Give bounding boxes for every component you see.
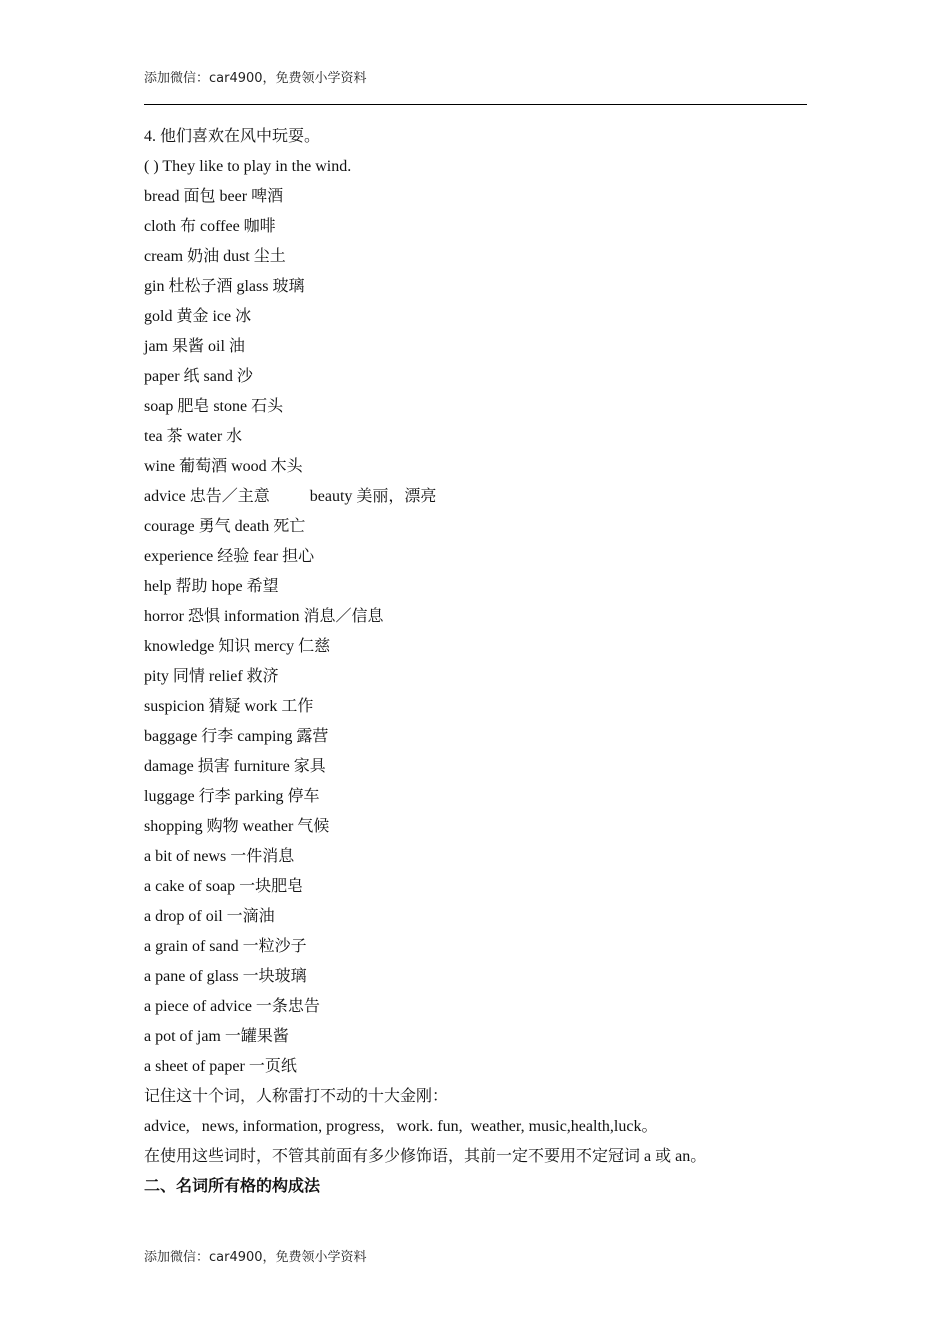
vocab-line: cloth 布 coffee 咖啡 <box>144 218 276 235</box>
vocab-line: gin 杜松子酒 glass 玻璃 <box>144 278 305 295</box>
page-header: 添加微信：car4900，免费领小学资料 <box>144 71 367 86</box>
vocab-line: help 帮助 hope 希望 <box>144 578 279 595</box>
vocab-line: jam 果酱 oil 油 <box>144 338 245 355</box>
vocab-line: shopping 购物 weather 气候 <box>144 818 330 835</box>
example-sentence-chinese: 4. 他们喜欢在风中玩耍。 <box>144 128 321 145</box>
vocab-line: advice 忠告／主意 beauty 美丽，漂亮 <box>144 488 437 505</box>
uncountable-word-list: advice, news, information, progress, work. fun, weather, music,health,luck。 <box>144 1118 658 1135</box>
vocab-line: tea 茶 water 水 <box>144 428 243 445</box>
measure-phrase: a drop of oil 一滴油 <box>144 908 275 925</box>
measure-phrase: a bit of news 一件消息 <box>144 848 295 865</box>
usage-note: 在使用这些词时，不管其前面有多少修饰语，其前一定不要用不定冠词 a 或 an。 <box>144 1148 707 1165</box>
measure-phrase: a cake of soap 一块肥皂 <box>144 878 304 895</box>
vocab-line: suspicion 猜疑 work 工作 <box>144 698 314 715</box>
memory-tip: 记住这十个词，人称雷打不动的十大金刚： <box>144 1088 449 1105</box>
vocab-line: courage 勇气 death 死亡 <box>144 518 306 535</box>
vocab-line: damage 损害 furniture 家具 <box>144 758 326 775</box>
example-sentence-english: ( ) They like to play in the wind. <box>144 158 352 175</box>
document-body <box>144 122 824 1202</box>
vocab-line: cream 奶油 dust 尘土 <box>144 248 286 265</box>
vocab-line: luggage 行李 parking 停车 <box>144 788 320 805</box>
vocab-line: soap 肥皂 stone 石头 <box>144 398 284 415</box>
vocab-line: paper 纸 sand 沙 <box>144 368 253 385</box>
measure-phrase: a sheet of paper 一页纸 <box>144 1058 297 1075</box>
vocab-line: experience 经验 fear 担心 <box>144 548 315 565</box>
header-divider <box>144 104 807 105</box>
vocab-line: horror 恐惧 information 消息／信息 <box>144 608 384 625</box>
vocab-line: wine 葡萄酒 wood 木头 <box>144 458 303 475</box>
measure-phrase: a pane of glass 一块玻璃 <box>144 968 307 985</box>
vocab-line: pity 同情 relief 救济 <box>144 668 279 685</box>
vocab-line: baggage 行李 camping 露营 <box>144 728 329 745</box>
measure-phrase: a pot of jam 一罐果酱 <box>144 1028 289 1045</box>
section-heading: 二、名词所有格的构成法 <box>144 1178 321 1195</box>
measure-phrase: a grain of sand 一粒沙子 <box>144 938 307 955</box>
measure-phrase: a piece of advice 一条忠告 <box>144 998 320 1015</box>
vocab-line: knowledge 知识 mercy 仁慈 <box>144 638 331 655</box>
vocab-line: gold 黄金 ice 冰 <box>144 308 252 325</box>
vocab-line: bread 面包 beer 啤酒 <box>144 188 284 205</box>
page-footer: 添加微信：car4900，免费领小学资料 <box>144 1250 367 1265</box>
